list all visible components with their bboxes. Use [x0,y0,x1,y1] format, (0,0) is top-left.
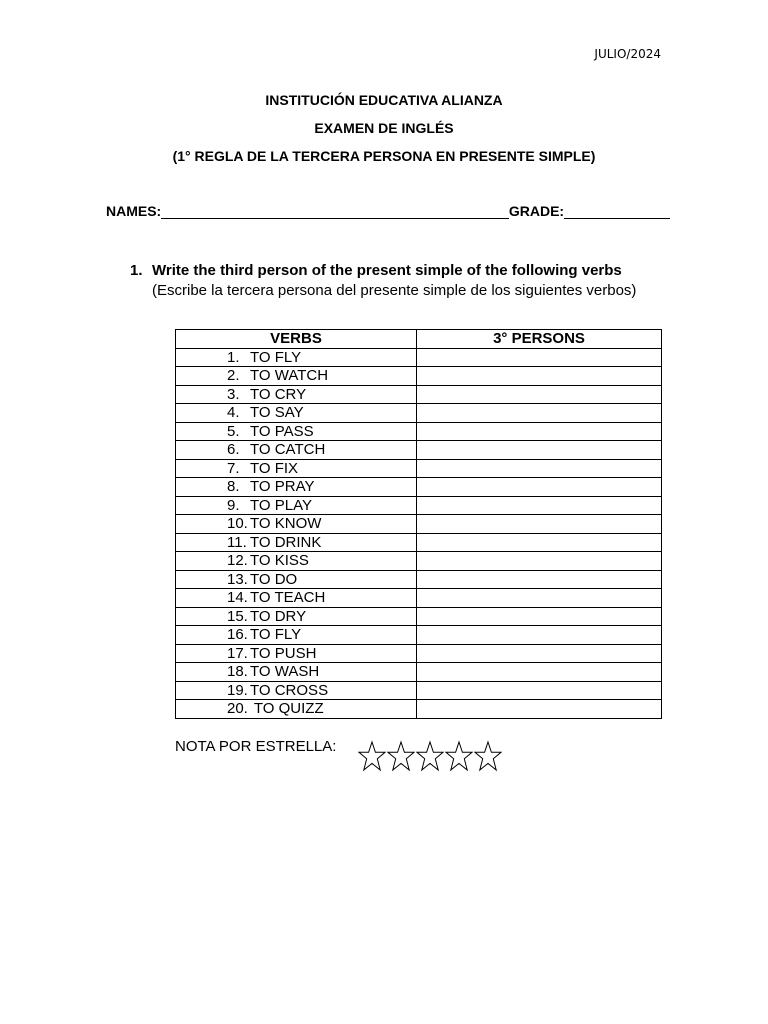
verb-number: 15. [227,607,248,625]
verbs-column-header: VERBS [176,330,417,349]
star-outline-icon[interactable] [445,740,473,774]
verb-number: 6. [227,441,240,458]
star-rating[interactable] [358,740,502,774]
verb-cell [176,589,417,608]
verb-text: TO WASH [250,663,320,680]
table-row [176,478,662,497]
star-outline-icon[interactable] [416,740,444,774]
answer-cell[interactable] [417,348,662,367]
verb-number: 12. [227,552,248,569]
verb-text: TO DRY [250,607,307,625]
table-row [176,663,662,682]
answer-cell[interactable] [417,404,662,423]
table-row [176,422,662,441]
verb-text: TO QUIZZ [250,700,324,717]
verb-number: 14. [227,589,248,606]
verb-text: TO CRY [250,385,307,403]
verb-cell [176,348,417,367]
verb-number: 5. [227,422,240,440]
verb-text: TO TEACH [250,589,326,606]
verb-cell [176,496,417,515]
table-header-row [176,330,662,349]
exam-subtitle: (1° REGLA DE LA TERCERA PERSONA EN PRESENTE SIMPLE) [172,148,596,164]
persons-column-header: 3° PERSONS [417,330,662,349]
institution-title: INSTITUCIÓN EDUCATIVA ALIANZA [265,92,503,108]
verb-text: TO DO [250,570,298,588]
answer-cell[interactable] [417,533,662,552]
table-row [176,496,662,515]
table-row [176,700,662,719]
answer-cell[interactable] [417,441,662,460]
verb-cell [176,663,417,682]
grade-label: GRADE: [508,203,565,219]
answer-cell[interactable] [417,589,662,608]
verb-cell [176,367,417,386]
answer-cell[interactable] [417,385,662,404]
table-row [176,589,662,608]
verb-cell [176,533,417,552]
verb-number: 8. [227,478,240,495]
star-outline-icon[interactable] [387,740,415,774]
verb-cell [176,570,417,589]
table-row [176,385,662,404]
verb-number: 9. [227,496,240,514]
table-row [176,533,662,552]
verb-text: TO FLY [250,348,302,366]
table-row [176,441,662,460]
verb-text: TO PUSH [250,644,317,662]
answer-cell[interactable] [417,607,662,626]
date: JULIO/2024 [594,47,661,61]
answer-cell[interactable] [417,552,662,571]
verb-number: 3. [227,385,240,403]
verb-cell [176,478,417,497]
table-row [176,404,662,423]
table-row [176,348,662,367]
table-row [176,626,662,645]
verb-number: 10. [227,515,248,532]
table-row [176,607,662,626]
question-title: Write the third person of the present simple of the following verbs [152,262,622,279]
answer-cell[interactable] [417,515,662,534]
answer-cell[interactable] [417,700,662,719]
answer-cell[interactable] [417,459,662,478]
names-label: NAMES: [106,203,162,219]
verb-number: 1. [227,348,240,366]
verb-number: 20. [227,700,248,717]
question-subtitle: (Escribe la tercera persona del presente simple de los siguientes verbos) [152,282,637,299]
verb-cell [176,681,417,700]
verb-text: TO CATCH [250,441,326,458]
answer-cell[interactable] [417,496,662,515]
grade-field[interactable] [564,204,670,219]
verb-cell [176,515,417,534]
verb-text: TO CROSS [250,681,329,699]
names-grade-row [106,203,670,219]
verb-number: 2. [227,367,240,384]
table-row [176,570,662,589]
verb-text: TO KNOW [250,515,322,532]
verb-cell [176,385,417,404]
verb-text: TO KISS [250,552,309,569]
verb-text: TO WATCH [250,367,329,384]
verb-text: TO PASS [250,422,314,440]
verb-rows [176,348,662,718]
question-number: 1. [130,262,143,279]
verb-text: TO FIX [250,459,299,477]
names-field[interactable] [161,204,509,219]
star-outline-icon[interactable] [474,740,502,774]
answer-cell[interactable] [417,367,662,386]
verb-cell [176,422,417,441]
table-row [176,459,662,478]
answer-cell[interactable] [417,644,662,663]
exam-title: EXAMEN DE INGLÉS [314,120,454,136]
verb-number: 4. [227,404,240,421]
answer-cell[interactable] [417,681,662,700]
verb-number: 19. [227,681,248,699]
verb-text: TO SAY [250,404,304,421]
answer-cell[interactable] [417,422,662,441]
verb-cell [176,700,417,719]
verb-cell [176,459,417,478]
answer-cell[interactable] [417,663,662,682]
verb-text: TO PRAY [250,478,315,495]
verb-number: 7. [227,459,240,477]
verb-text: TO DRINK [250,533,322,551]
verb-cell [176,552,417,571]
answer-cell[interactable] [417,626,662,645]
table-row [176,515,662,534]
verb-number: 11. [227,533,247,551]
verb-cell [176,441,417,460]
verb-number: 17. [227,644,248,662]
table-row [176,552,662,571]
verb-text: TO FLY [250,626,302,643]
verb-number: 16. [227,626,248,643]
verb-cell [176,644,417,663]
answer-cell[interactable] [417,570,662,589]
verb-number: 13. [227,570,248,588]
rating-label: NOTA POR ESTRELLA: [175,738,337,755]
star-outline-icon[interactable] [358,740,386,774]
table-row [176,681,662,700]
verb-cell [176,626,417,645]
verb-cell [176,607,417,626]
table-row [176,644,662,663]
verbs-table [175,329,662,719]
table-row [176,367,662,386]
verb-text: TO PLAY [250,496,312,514]
verb-cell [176,404,417,423]
verb-number: 18. [227,663,248,680]
answer-cell[interactable] [417,478,662,497]
